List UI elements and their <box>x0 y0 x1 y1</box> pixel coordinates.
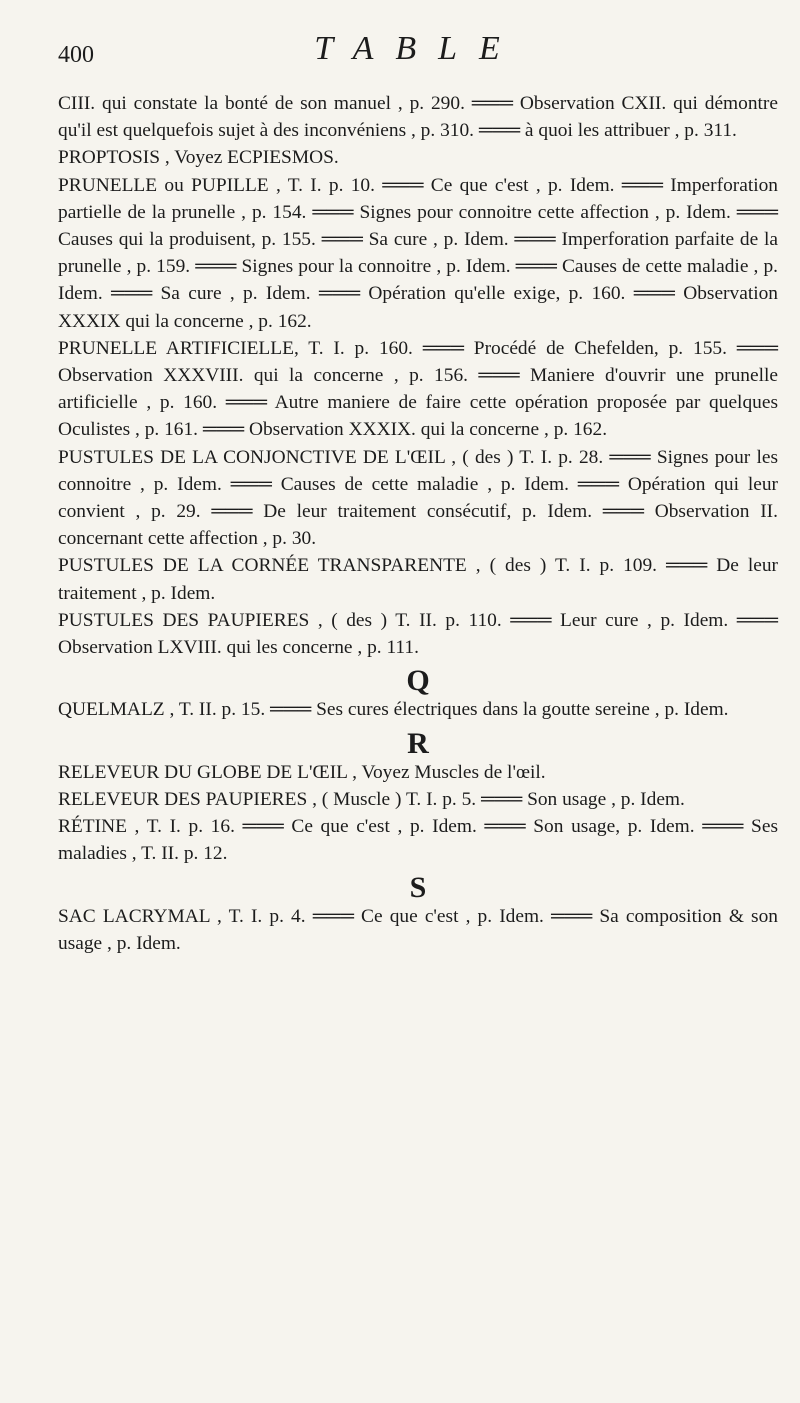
index-entry: PROPTOSIS , Voyez ECPIESMOS. <box>58 147 339 169</box>
index-entry: QUELMALZ , T. II. p. 15. ═══ Ses cures électriques dans la goutte sereine , p. Idem. <box>58 699 729 721</box>
index-entry: PRUNELLE ou PUPILLE , T. I. p. 10. ═══ Ce que c'est , p. Idem. ═══ Imperforation partielle de la prunelle , p. 154. ═══ Signes pour connoitre cette affection , p. Idem. ═══ Causes qui la produisent, p. 155. ═══ Sa cure , p. Idem. ═══ Imperforation parfaite de la prunelle , p. 159. ═══ Signes pour la connoitre , p. Idem. ═══ Causes de cette maladie , p. Idem. ═══ Sa cure , p. Idem. ═══ Opération qu'elle exige, p. 160. ═══ Observation XXXIX qui la concerne , p. 162. <box>58 174 778 332</box>
index-entry: PUSTULES DE LA CORNÉE TRANSPARENTE , ( des ) T. I. p. 109. ═══ De leur traitement , p. Idem. <box>58 555 778 604</box>
index-entry: SAC LACRYMAL , T. I. p. 4. ═══ Ce que c'est , p. Idem. ═══ Sa composition & son usage , p. Idem. <box>58 905 778 955</box>
page-number: 400 <box>58 42 94 68</box>
running-title: TABLE <box>314 30 522 67</box>
index-entry: PUSTULES DES PAUPIERES , ( des ) T. II. p. 110. ═══ Leur cure , p. Idem. ═══ Observation LXVIII. qui les concerne , p. 111. <box>58 609 778 659</box>
section-letter-s: S <box>409 870 427 904</box>
index-entries <box>58 90 778 957</box>
index-entry: RELEVEUR DU GLOBE DE L'ŒIL , Voyez Muscles de l'œil. <box>58 761 546 783</box>
index-entry: CIII. qui constate la bonté de son manuel , p. 290. ═══ Observation CXII. qui démontre qu'il est quelquefois sujet à des inconvéniens , p. 310. ═══ à quoi les attribuer , p. 311. <box>58 93 778 142</box>
section-letter-q: Q <box>406 664 430 698</box>
book-page <box>58 30 778 957</box>
index-entry: PUSTULES DE LA CONJONCTIVE DE L'ŒIL , ( des ) T. I. p. 28. ═══ Signes pour les connoitre , p. Idem. ═══ Causes de cette maladie , p. Idem. ═══ Opération qui leur convient , p. 29. ═══ De leur traitement consécutif, p. Idem. ═══ Observation II. concernant cette affection , p. 30. <box>58 446 778 550</box>
index-entry: PRUNELLE ARTIFICIELLE, T. I. p. 160. ═══ Procédé de Chefelden, p. 155. ═══ Observation XXXVIII. qui la concerne , p. 156. ═══ Maniere d'ouvrir une prunelle artificielle , p. 160. ═══ Autre maniere de faire cette opération proposée par quelques Oculistes , p. 161. ═══ Observation XXXIX. qui la concerne , p. 162. <box>58 337 778 441</box>
index-entry: RÉTINE , T. I. p. 16. ═══ Ce que c'est , p. Idem. ═══ Son usage, p. Idem. ═══ Ses maladies , T. II. p. 12. <box>58 816 778 865</box>
index-entry: RELEVEUR DES PAUPIERES , ( Muscle ) T. I. p. 5. ═══ Son usage , p. Idem. <box>58 789 685 811</box>
section-letter-r: R <box>407 726 429 760</box>
page-header <box>58 30 778 86</box>
